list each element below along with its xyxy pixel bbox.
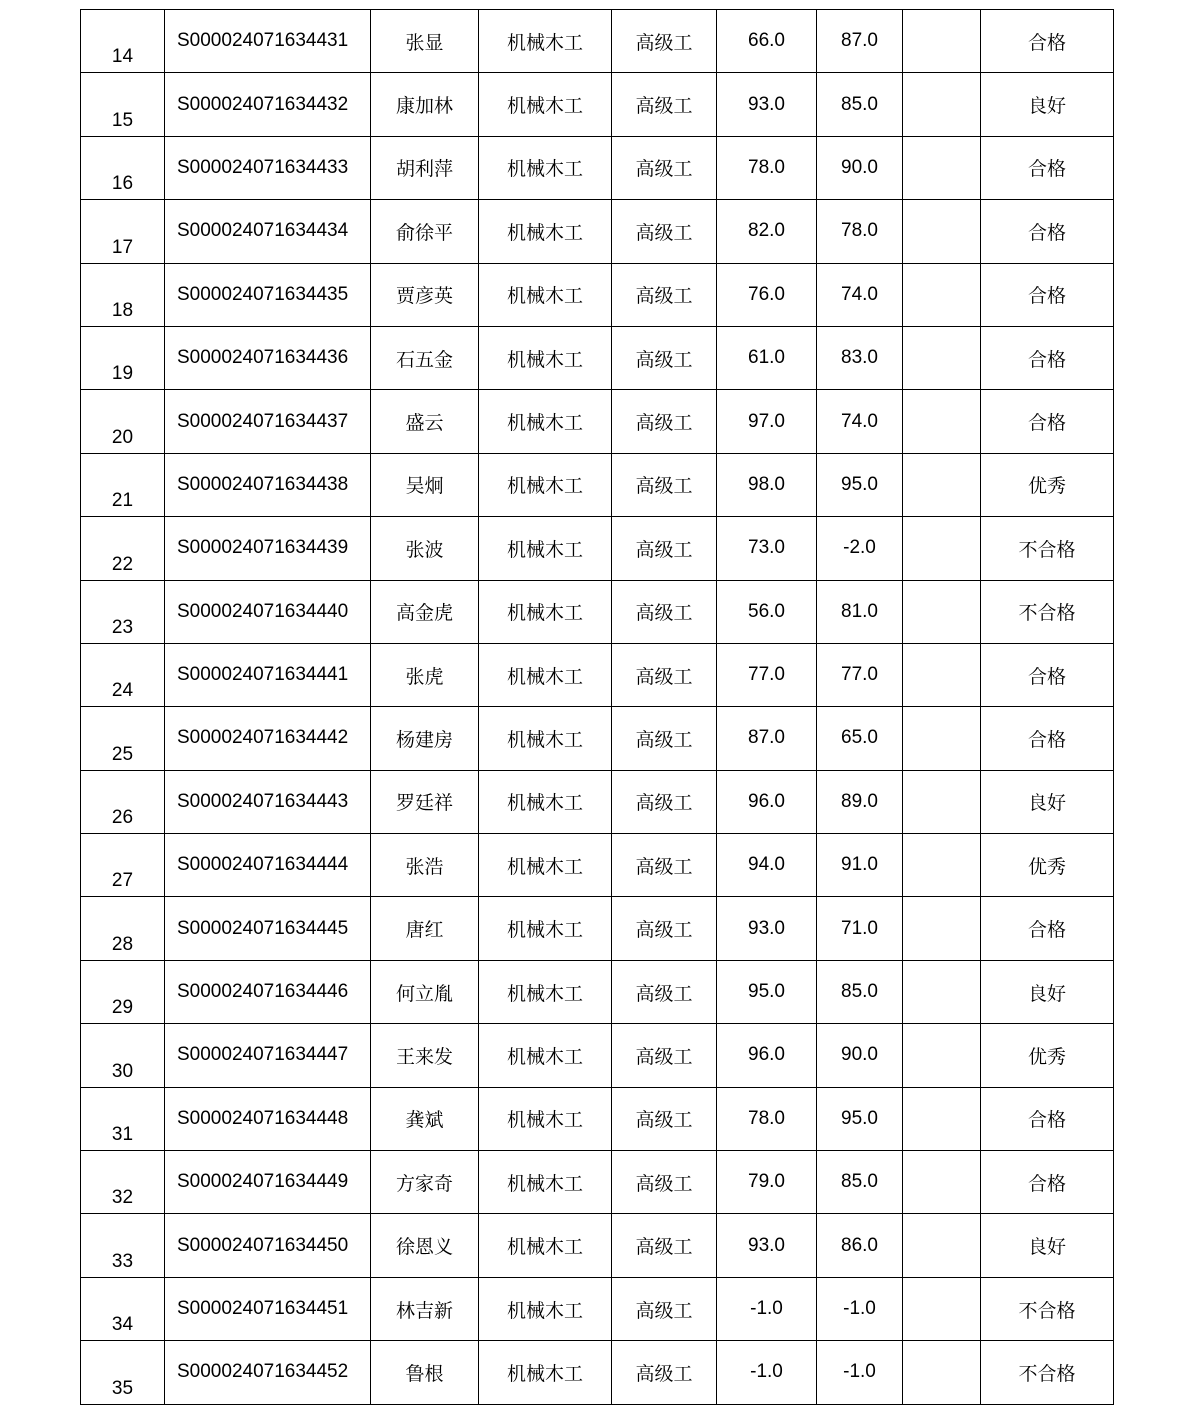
remark-cell (903, 390, 981, 453)
trade-name: 机械木工 (479, 1341, 612, 1404)
candidate-name: 林吉新 (371, 1277, 479, 1340)
remark-cell (903, 770, 981, 833)
theory-score: 87.0 (717, 707, 817, 770)
trade-name: 机械木工 (479, 326, 612, 389)
remark-cell (903, 580, 981, 643)
table-row (81, 1024, 1114, 1087)
skill-level: 高级工 (612, 10, 717, 73)
row-number: 24 (81, 643, 165, 706)
trade-name: 机械木工 (479, 1024, 612, 1087)
remark-cell (903, 453, 981, 516)
remark-cell (903, 1277, 981, 1340)
row-number: 19 (81, 326, 165, 389)
theory-score: 96.0 (717, 770, 817, 833)
skill-level: 高级工 (612, 707, 717, 770)
theory-score: 93.0 (717, 1214, 817, 1277)
theory-score: 96.0 (717, 1024, 817, 1087)
result-grade: 不合格 (981, 1277, 1114, 1340)
trade-name: 机械木工 (479, 1214, 612, 1277)
candidate-name: 杨建房 (371, 707, 479, 770)
practical-score: -1.0 (817, 1341, 903, 1404)
certificate-number: S000024071634434 (165, 200, 371, 263)
certificate-number: S000024071634450 (165, 1214, 371, 1277)
candidate-name: 王来发 (371, 1024, 479, 1087)
candidate-name: 罗廷祥 (371, 770, 479, 833)
trade-name: 机械木工 (479, 1087, 612, 1150)
candidate-name: 康加林 (371, 73, 479, 136)
trade-name: 机械木工 (479, 960, 612, 1023)
certificate-number: S000024071634444 (165, 834, 371, 897)
theory-score: 77.0 (717, 643, 817, 706)
skill-level: 高级工 (612, 390, 717, 453)
skill-level: 高级工 (612, 834, 717, 897)
practical-score: 86.0 (817, 1214, 903, 1277)
result-grade: 合格 (981, 707, 1114, 770)
remark-cell (903, 1341, 981, 1404)
practical-score: -2.0 (817, 517, 903, 580)
table-row (81, 390, 1114, 453)
certificate-number: S000024071634449 (165, 1151, 371, 1214)
skill-level: 高级工 (612, 517, 717, 580)
table-row (81, 707, 1114, 770)
practical-score: -1.0 (817, 1277, 903, 1340)
trade-name: 机械木工 (479, 580, 612, 643)
row-number: 17 (81, 200, 165, 263)
row-number: 27 (81, 834, 165, 897)
row-number: 21 (81, 453, 165, 516)
theory-score: 82.0 (717, 200, 817, 263)
theory-score: 56.0 (717, 580, 817, 643)
row-number: 33 (81, 1214, 165, 1277)
practical-score: 95.0 (817, 1087, 903, 1150)
table-row (81, 1277, 1114, 1340)
certificate-number: S000024071634448 (165, 1087, 371, 1150)
table-row (81, 1151, 1114, 1214)
result-grade: 优秀 (981, 834, 1114, 897)
candidate-name: 张虎 (371, 643, 479, 706)
certificate-number: S000024071634437 (165, 390, 371, 453)
trade-name: 机械木工 (479, 707, 612, 770)
remark-cell (903, 897, 981, 960)
table-row (81, 770, 1114, 833)
result-grade: 优秀 (981, 453, 1114, 516)
row-number: 15 (81, 73, 165, 136)
row-number: 29 (81, 960, 165, 1023)
certificate-number: S000024071634446 (165, 960, 371, 1023)
table-row (81, 960, 1114, 1023)
result-grade: 合格 (981, 326, 1114, 389)
row-number: 23 (81, 580, 165, 643)
certificate-number: S000024071634431 (165, 10, 371, 73)
theory-score: 66.0 (717, 10, 817, 73)
row-number: 28 (81, 897, 165, 960)
candidate-name: 贾彦英 (371, 263, 479, 326)
remark-cell (903, 326, 981, 389)
practical-score: 87.0 (817, 10, 903, 73)
candidate-name: 方家奇 (371, 1151, 479, 1214)
trade-name: 机械木工 (479, 200, 612, 263)
result-grade: 良好 (981, 73, 1114, 136)
candidate-name: 徐恩义 (371, 1214, 479, 1277)
result-grade: 优秀 (981, 1024, 1114, 1087)
certificate-number: S000024071634442 (165, 707, 371, 770)
certificate-number: S000024071634435 (165, 263, 371, 326)
row-number: 30 (81, 1024, 165, 1087)
remark-cell (903, 960, 981, 1023)
theory-score: 93.0 (717, 897, 817, 960)
remark-cell (903, 1024, 981, 1087)
result-grade: 不合格 (981, 1341, 1114, 1404)
remark-cell (903, 73, 981, 136)
table-row (81, 1087, 1114, 1150)
remark-cell (903, 200, 981, 263)
theory-score: 78.0 (717, 136, 817, 199)
practical-score: 85.0 (817, 73, 903, 136)
skill-level: 高级工 (612, 960, 717, 1023)
row-number: 34 (81, 1277, 165, 1340)
practical-score: 65.0 (817, 707, 903, 770)
practical-score: 89.0 (817, 770, 903, 833)
certificate-number: S000024071634451 (165, 1277, 371, 1340)
remark-cell (903, 834, 981, 897)
candidate-name: 唐红 (371, 897, 479, 960)
row-number: 26 (81, 770, 165, 833)
skill-level: 高级工 (612, 453, 717, 516)
score-table (80, 9, 1114, 1405)
candidate-name: 鲁根 (371, 1341, 479, 1404)
table-row (81, 1214, 1114, 1277)
candidate-name: 盛云 (371, 390, 479, 453)
trade-name: 机械木工 (479, 390, 612, 453)
theory-score: 95.0 (717, 960, 817, 1023)
practical-score: 95.0 (817, 453, 903, 516)
result-grade: 合格 (981, 1087, 1114, 1150)
skill-level: 高级工 (612, 1151, 717, 1214)
practical-score: 71.0 (817, 897, 903, 960)
certificate-number: S000024071634432 (165, 73, 371, 136)
theory-score: 79.0 (717, 1151, 817, 1214)
practical-score: 85.0 (817, 960, 903, 1023)
trade-name: 机械木工 (479, 1277, 612, 1340)
certificate-number: S000024071634440 (165, 580, 371, 643)
result-grade: 合格 (981, 1151, 1114, 1214)
theory-score: 93.0 (717, 73, 817, 136)
practical-score: 74.0 (817, 390, 903, 453)
practical-score: 81.0 (817, 580, 903, 643)
certificate-number: S000024071634439 (165, 517, 371, 580)
skill-level: 高级工 (612, 200, 717, 263)
table-row (81, 453, 1114, 516)
practical-score: 85.0 (817, 1151, 903, 1214)
row-number: 25 (81, 707, 165, 770)
trade-name: 机械木工 (479, 770, 612, 833)
candidate-name: 何立胤 (371, 960, 479, 1023)
remark-cell (903, 707, 981, 770)
skill-level: 高级工 (612, 1277, 717, 1340)
table-row (81, 580, 1114, 643)
trade-name: 机械木工 (479, 897, 612, 960)
row-number: 35 (81, 1341, 165, 1404)
row-number: 14 (81, 10, 165, 73)
practical-score: 91.0 (817, 834, 903, 897)
certificate-number: S000024071634447 (165, 1024, 371, 1087)
trade-name: 机械木工 (479, 453, 612, 516)
skill-level: 高级工 (612, 326, 717, 389)
skill-level: 高级工 (612, 1087, 717, 1150)
remark-cell (903, 1151, 981, 1214)
candidate-name: 高金虎 (371, 580, 479, 643)
result-grade: 合格 (981, 897, 1114, 960)
practical-score: 78.0 (817, 200, 903, 263)
skill-level: 高级工 (612, 1024, 717, 1087)
skill-level: 高级工 (612, 897, 717, 960)
skill-level: 高级工 (612, 73, 717, 136)
trade-name: 机械木工 (479, 1151, 612, 1214)
candidate-name: 胡利萍 (371, 136, 479, 199)
certificate-number: S000024071634441 (165, 643, 371, 706)
result-grade: 合格 (981, 390, 1114, 453)
remark-cell (903, 1087, 981, 1150)
theory-score: 97.0 (717, 390, 817, 453)
trade-name: 机械木工 (479, 517, 612, 580)
certificate-number: S000024071634433 (165, 136, 371, 199)
theory-score: 98.0 (717, 453, 817, 516)
remark-cell (903, 517, 981, 580)
result-grade: 合格 (981, 263, 1114, 326)
skill-level: 高级工 (612, 643, 717, 706)
practical-score: 74.0 (817, 263, 903, 326)
certificate-number: S000024071634445 (165, 897, 371, 960)
result-grade: 良好 (981, 1214, 1114, 1277)
remark-cell (903, 1214, 981, 1277)
table-row (81, 73, 1114, 136)
row-number: 22 (81, 517, 165, 580)
table-row (81, 263, 1114, 326)
candidate-name: 俞徐平 (371, 200, 479, 263)
row-number: 16 (81, 136, 165, 199)
theory-score: 73.0 (717, 517, 817, 580)
theory-score: 78.0 (717, 1087, 817, 1150)
candidate-name: 吴炯 (371, 453, 479, 516)
certificate-number: S000024071634438 (165, 453, 371, 516)
table-row (81, 1341, 1114, 1404)
skill-level: 高级工 (612, 770, 717, 833)
practical-score: 77.0 (817, 643, 903, 706)
table-row (81, 897, 1114, 960)
table-row (81, 834, 1114, 897)
skill-level: 高级工 (612, 1341, 717, 1404)
row-number: 18 (81, 263, 165, 326)
candidate-name: 张浩 (371, 834, 479, 897)
certificate-number: S000024071634436 (165, 326, 371, 389)
result-grade: 合格 (981, 10, 1114, 73)
result-grade: 合格 (981, 136, 1114, 199)
trade-name: 机械木工 (479, 73, 612, 136)
theory-score: 76.0 (717, 263, 817, 326)
candidate-name: 龚斌 (371, 1087, 479, 1150)
candidate-name: 张波 (371, 517, 479, 580)
skill-level: 高级工 (612, 580, 717, 643)
trade-name: 机械木工 (479, 263, 612, 326)
trade-name: 机械木工 (479, 10, 612, 73)
skill-level: 高级工 (612, 1214, 717, 1277)
row-number: 31 (81, 1087, 165, 1150)
remark-cell (903, 643, 981, 706)
remark-cell (903, 136, 981, 199)
table-row (81, 643, 1114, 706)
practical-score: 90.0 (817, 136, 903, 199)
result-grade: 不合格 (981, 517, 1114, 580)
certificate-number: S000024071634443 (165, 770, 371, 833)
skill-level: 高级工 (612, 136, 717, 199)
table-row (81, 136, 1114, 199)
result-grade: 不合格 (981, 580, 1114, 643)
table-row (81, 517, 1114, 580)
practical-score: 90.0 (817, 1024, 903, 1087)
remark-cell (903, 10, 981, 73)
result-grade: 良好 (981, 770, 1114, 833)
table-row (81, 326, 1114, 389)
theory-score: 61.0 (717, 326, 817, 389)
table-row (81, 10, 1114, 73)
remark-cell (903, 263, 981, 326)
table-body (81, 10, 1114, 1405)
skill-level: 高级工 (612, 263, 717, 326)
trade-name: 机械木工 (479, 136, 612, 199)
row-number: 32 (81, 1151, 165, 1214)
theory-score: 94.0 (717, 834, 817, 897)
candidate-name: 石五金 (371, 326, 479, 389)
table-row (81, 200, 1114, 263)
result-grade: 合格 (981, 643, 1114, 706)
trade-name: 机械木工 (479, 643, 612, 706)
row-number: 20 (81, 390, 165, 453)
result-grade: 合格 (981, 200, 1114, 263)
theory-score: -1.0 (717, 1277, 817, 1340)
trade-name: 机械木工 (479, 834, 612, 897)
practical-score: 83.0 (817, 326, 903, 389)
candidate-name: 张显 (371, 10, 479, 73)
certificate-number: S000024071634452 (165, 1341, 371, 1404)
result-grade: 良好 (981, 960, 1114, 1023)
theory-score: -1.0 (717, 1341, 817, 1404)
